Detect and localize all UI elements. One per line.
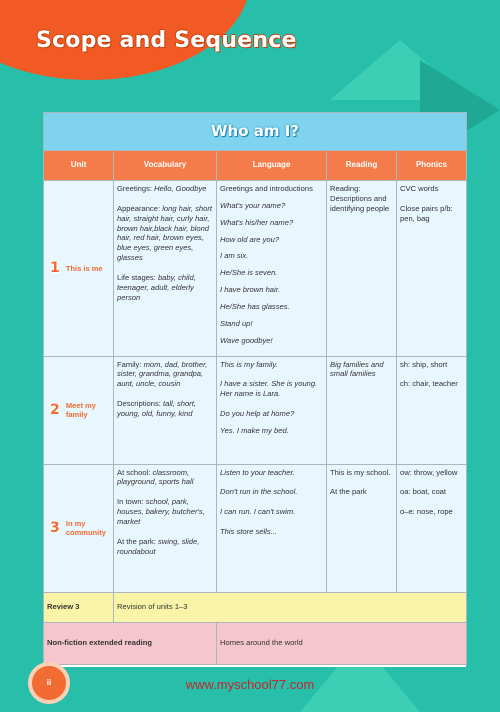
phonics-line: CVC words: [400, 184, 439, 193]
vocab-items: swing, slide, roundabout: [117, 536, 200, 556]
vocab-items: baby, child, teenager, adult, elderly person: [117, 273, 196, 302]
reading-cell: [327, 356, 397, 464]
unit-cell: [44, 464, 114, 592]
header-unit: Unit: [44, 151, 114, 181]
unit-number: 2: [50, 402, 60, 418]
header-language: Language: [217, 151, 327, 181]
vocab-items: long hair, short hair, straight hair, curly hair, brown hair,black hair, blond hair, red hair, brown eyes, blue eyes, green eyes, glasses: [117, 203, 212, 263]
table-row-unit-3: [44, 464, 467, 592]
vocabulary-cell: [114, 356, 217, 464]
vocab-label: At school:: [117, 467, 153, 477]
unit-number: 1: [50, 260, 60, 277]
header-phonics: Phonics: [397, 151, 467, 181]
vocab-entry: [117, 468, 213, 488]
language-line: He/She has glasses.: [220, 302, 290, 312]
phonics-cell: [397, 356, 467, 464]
vocab-entry: [117, 537, 213, 557]
language-line: Don't run in the school.: [220, 487, 298, 497]
language-line: Wave goodbye!: [220, 335, 273, 345]
language-line: How old are you?: [220, 234, 280, 244]
header-reading: Reading: [327, 151, 397, 181]
reading-cell: [327, 464, 397, 592]
unit-name: Meet my family: [65, 401, 96, 420]
vocab-entry: [117, 184, 213, 194]
vocabulary-cell: [114, 464, 217, 592]
phonics-line: oa: boat, coat: [400, 487, 447, 497]
unit-cell: [44, 181, 114, 357]
vocab-entry: [117, 497, 213, 527]
table-title: Who am I?: [44, 113, 467, 151]
vocab-label: Greetings:: [117, 184, 155, 193]
vocab-label: Family:: [117, 359, 144, 369]
review-label: Review 3: [44, 592, 114, 622]
reading-line: At the park: [330, 487, 367, 497]
reading-line: Descriptions and identifying people: [330, 193, 390, 213]
vocab-items: mom, dad, brother, sister, grandma, grandpa, aunt, uncle, cousin: [117, 359, 208, 389]
table-header-row: [44, 151, 467, 181]
vocab-items: school, park, houses, bakery, butcher's, market: [117, 497, 205, 527]
header-vocabulary: Vocabulary: [114, 151, 217, 181]
phonics-line: o–e: nose, rope: [400, 507, 453, 517]
vocab-label: Appearance:: [117, 203, 163, 213]
language-cell: [217, 181, 327, 357]
language-cell: [217, 356, 327, 464]
footer-url: www.myschool77.com: [185, 677, 315, 692]
vocab-entry: [117, 273, 213, 303]
language-line: Do you help at home?: [220, 409, 295, 419]
vocabulary-cell: [114, 181, 217, 357]
table-row-unit-2: [44, 356, 467, 464]
unit-number: 3: [50, 520, 60, 536]
phonics-line: Close pairs p/b: pen, bag: [400, 203, 453, 223]
language-line: I have a sister. She is young. Her name is Lara.: [220, 379, 318, 399]
unit-cell: [44, 356, 114, 464]
language-line: What's your name?: [220, 200, 286, 210]
scope-sequence-table: [43, 112, 467, 665]
unit-name: This is me: [65, 263, 103, 273]
language-line: I can run. I can't swim.: [220, 507, 296, 517]
vocab-items: classroom, playground, sports hall: [117, 467, 194, 487]
unit-name: In my community: [65, 519, 106, 538]
reading-cell: [327, 181, 397, 357]
language-line: This store sells...: [220, 527, 277, 537]
reading-line: This is my school.: [330, 467, 391, 477]
scope-sequence-table-panel: [43, 112, 466, 667]
vocab-entry: [117, 399, 213, 419]
review-text: Revision of units 1–3: [114, 592, 467, 622]
language-intro: Greetings and introductions: [220, 184, 313, 193]
phonics-cell: [397, 181, 467, 357]
language-line: This is my family.: [220, 359, 278, 369]
vocab-label: Life stages:: [117, 273, 158, 283]
nonfiction-label: Non-fiction extended reading: [44, 622, 217, 664]
language-line: I am six.: [220, 251, 249, 261]
language-line: He/She is seven.: [220, 268, 278, 278]
language-line: Stand up!: [220, 318, 253, 328]
vocab-items: tall, short, young, old, funny, kind: [117, 399, 196, 419]
vocab-entry: [117, 360, 213, 390]
page-title: Scope and Sequence: [36, 28, 297, 53]
page-number-badge: ii: [28, 662, 70, 704]
language-line: Yes. I make my bed.: [220, 426, 289, 436]
vocab-entry: [117, 204, 213, 263]
vocab-items: Hello, Goodbye: [154, 184, 207, 193]
language-cell: [217, 464, 327, 592]
language-line: Listen to your teacher.: [220, 467, 295, 477]
nonfiction-text: Homes around the world: [217, 622, 467, 664]
reading-line: Big families and small families: [330, 359, 384, 379]
phonics-line: ch: chair, teacher: [400, 379, 458, 389]
phonics-line: sh: ship, short: [400, 359, 448, 369]
phonics-line: ow: throw, yellow: [400, 467, 458, 477]
vocab-label: In town:: [117, 497, 146, 507]
phonics-cell: [397, 464, 467, 592]
table-row-review: [44, 592, 467, 622]
vocab-label: Descriptions:: [117, 399, 164, 409]
table-row-unit-1: [44, 181, 467, 357]
language-line: I have brown hair.: [220, 285, 281, 295]
language-line: What's his/her name?: [220, 217, 294, 227]
table-row-nonfiction: [44, 622, 467, 664]
reading-line: Reading:: [330, 184, 361, 193]
vocab-label: At the park:: [117, 536, 158, 546]
